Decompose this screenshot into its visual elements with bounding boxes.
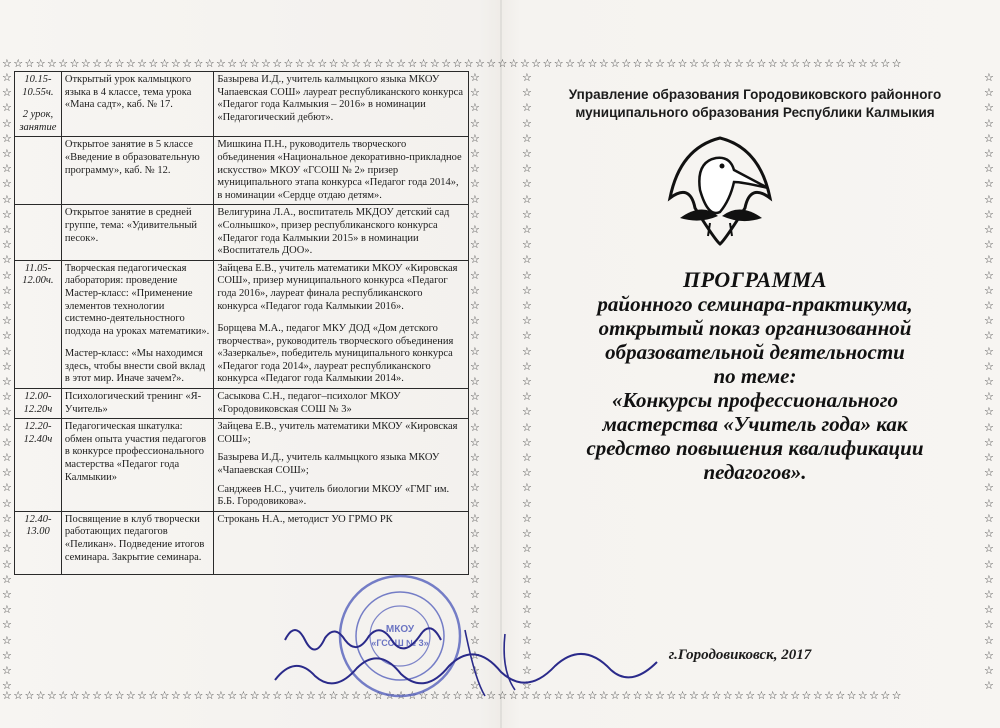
presenter-cell: Велигурина Л.А., воспитатель МКДОУ детский сад «Солнышко», призер республиканского конкурса «Педагог года Калмыкии 2015» в номинации «Воспитатель ДОО».: [214, 205, 469, 260]
svg-text:«ГСОШ № 3»: «ГСОШ № 3»: [371, 638, 429, 648]
presenter-cell: Зайцева Е.В., учитель математики МКОУ «Кировская СОШ», призер муниципального конкурса «Педагог года 2016», лауреат финала республиканского конкурса «Педагог года Калмыкии 2016». Борщева М.А., педагог МКУ ДОД «Дом детского творчества», руководитель творческого объединения «Зазеркалье», победитель муниципального конкурса «Педагог года 2014», лауреат республиканского конкурса «Педагог года Калмыкии 2014».: [214, 260, 469, 388]
schedule-table: [14, 71, 469, 575]
event-cell: Открытый урок калмыцкого языка в 4 классе, тема урока «Мана садт», каб. № 17.: [61, 72, 213, 137]
title-line: образовательной деятельности: [605, 340, 905, 364]
table-row: [15, 72, 469, 137]
star-border-right: ☆☆☆☆☆☆☆☆☆☆☆☆☆☆☆☆☆☆☆☆☆☆☆☆☆☆☆☆☆☆☆☆☆☆☆☆☆☆☆☆☆: [984, 71, 994, 690]
svg-text:МКОУ: МКОУ: [385, 624, 415, 635]
presenter-cell: Базырева И.Д., учитель калмыцкого языка МКОУ Чапаевская СОШ» лауреат республиканского конкурса «Педагог года Калмыкия – 2016» в номинации «Педагогический дебют».: [214, 72, 469, 137]
table-row: [15, 137, 469, 205]
event-cell: Психологический тренинг «Я-Учитель»: [61, 389, 213, 419]
event-cell: Педагогическая шкатулка: обмен опыта участия педагогов в конкурсе профессионального мастерства «Педагог года Калмыкии»: [61, 419, 213, 512]
title-line: мастерства «Учитель года» как: [602, 412, 908, 436]
time-cell: 12.20- 12.40ч: [15, 419, 62, 512]
title-line: районного семинара-практикума,: [597, 292, 913, 316]
pelican-logo-icon: [650, 128, 790, 246]
organization-line: муниципального образования Республики Калмыкия: [575, 105, 935, 120]
table-row: [15, 511, 469, 574]
time-cell: 10.15- 10.55ч. 2 урок, занятие: [15, 72, 62, 137]
table-row: [15, 389, 469, 419]
table-row: [15, 205, 469, 260]
star-border-left: ☆☆☆☆☆☆☆☆☆☆☆☆☆☆☆☆☆☆☆☆☆☆☆☆☆☆☆☆☆☆☆☆☆☆☆☆☆☆☆☆☆: [2, 71, 12, 690]
time-cell: 11.05- 12.00ч.: [15, 260, 62, 388]
time-cell: 12.40- 13.00: [15, 511, 62, 574]
presenter-cell: Сасыкова С.Н., педагог–психолог МКОУ «Городовиковская СОШ № 3»: [214, 389, 469, 419]
title-line: открытый показ организованной: [598, 316, 912, 340]
star-border-top: ☆☆☆☆☆☆☆☆☆☆☆☆☆☆☆☆☆☆☆☆☆☆☆☆☆☆☆☆☆☆☆☆☆☆☆☆☆☆☆☆☆☆☆☆☆☆☆☆☆☆☆☆☆☆☆☆☆☆☆☆☆☆☆☆☆☆☆☆☆☆☆☆☆☆☆☆☆☆☆☆: [2, 58, 903, 69]
time-cell: [15, 137, 62, 205]
event-cell: Открытое занятие в 5 классе «Введение в образовательную программу», каб. № 12.: [61, 137, 213, 205]
table-row: [15, 260, 469, 388]
program-title: [555, 268, 955, 484]
organization-header: [560, 86, 950, 122]
title-line: «Конкурсы профессионального: [612, 388, 898, 412]
title-line: по теме:: [713, 364, 797, 388]
time-cell: [15, 205, 62, 260]
event-cell: Творческая педагогическая лаборатория: проведение Мастер-класс: «Применение элементов технологии системно-деятельностного подхода на уроках математики». Мастер-класс: «Мы находимся здесь, чтобы внести свой вклад в этот мир. Иначе зачем?».: [61, 260, 213, 388]
table-row: [15, 419, 469, 512]
organization-line: Управление образования Городовиковского районного: [568, 87, 942, 102]
handwritten-signature: [265, 610, 665, 700]
star-border-bottom: ☆☆☆☆☆☆☆☆☆☆☆☆☆☆☆☆☆☆☆☆☆☆☆☆☆☆☆☆☆☆☆☆☆☆☆☆☆☆☆☆☆☆☆☆☆☆☆☆☆☆☆☆☆☆☆☆☆☆☆☆☆☆☆☆☆☆☆☆☆☆☆☆☆☆☆☆☆☆☆☆: [2, 690, 903, 701]
title-line: педагогов».: [703, 460, 807, 484]
city-year: г.Городовиковск, 2017: [668, 647, 812, 663]
presenter-cell: Зайцева Е.В., учитель математики МКОУ «Кировская СОШ»; Базырева И.Д., учитель калмыцкого языка МКОУ «Чапаевская СОШ»; Санджеев Н.С., учитель биологии МКОУ «ГМГ им. Б.Б. Городовикова».: [214, 419, 469, 512]
title-line: средство повышения квалификации: [586, 436, 924, 460]
presenter-cell: Мишкина П.Н., руководитель творческого объединения «Национальное декоративно-прикладное искусство» МКОУ «ГСОШ № 2» призер муниципального этапа конкурса «Педагог года 2014», в номинации «Сердце отдаю детям».: [214, 137, 469, 205]
star-border-middle-right: ☆☆☆☆☆☆☆☆☆☆☆☆☆☆☆☆☆☆☆☆☆☆☆☆☆☆☆☆☆☆☆☆☆☆☆☆☆☆☆☆☆: [522, 71, 532, 690]
presenter-cell: Строкань Н.А., методист УО ГРМО РК: [214, 511, 469, 574]
time-cell: 12.00- 12.20ч: [15, 389, 62, 419]
event-cell: Посвящение в клуб творчески работающих педагогов «Пеликан». Подведение итогов семинара. Закрытие семинара.: [61, 511, 213, 574]
event-cell: Открытое занятие в средней группе, тема: «Удивительный песок».: [61, 205, 213, 260]
star-border-middle-left: ☆☆☆☆☆☆☆☆☆☆☆☆☆☆☆☆☆☆☆☆☆☆☆☆☆☆☆☆☆☆☆☆☆☆☆☆☆☆☆☆☆: [470, 71, 480, 690]
title-heading: ПРОГРАММА: [683, 267, 827, 292]
